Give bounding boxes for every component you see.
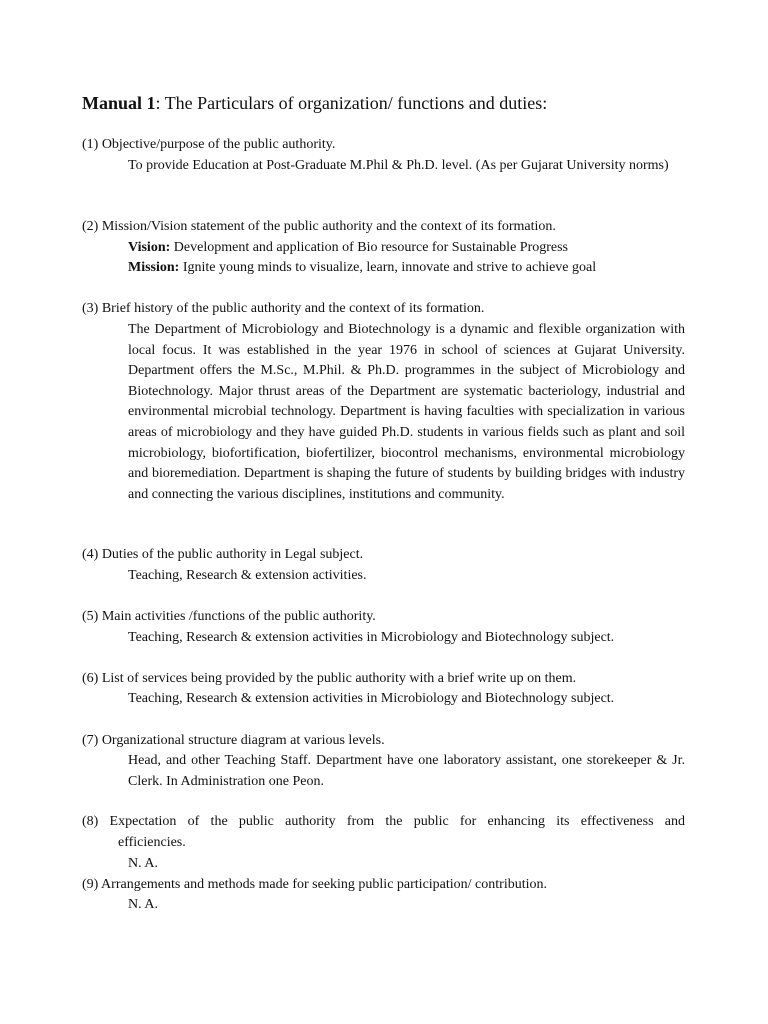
section-4-heading: (4) Duties of the public authority in Legal subject. xyxy=(82,547,364,562)
manual-title-bold: Manual 1 xyxy=(82,93,156,113)
section-1-heading: (1) Objective/purpose of the public authority. xyxy=(82,137,336,152)
manual-title-rest: : The Particulars of organization/ functions and duties: xyxy=(155,93,548,113)
section-3-body: The Department of Microbiology and Biotechnology is a dynamic and flexible organization with local focus. It was established in the year 1976 in school of sciences at Gujarat University. Department offers the M.Sc., M.Phil. & Ph.D. programmes in the subject of Microbiology and Biotechnology. Major thrust areas of the Department are systematic bacteriology, industrial and environmental microbial technology. Department is having faculties with specialization in various areas of microbiology and they have guided Ph.D. students in various fields such as plant and soil microbiology, biofortification, biofertilizer, biocontrol mechanisms, environmental microbiology and bioremediation. Department is shaping the future of students by building bridges with industry and connecting the various disciplines, institutions and community. xyxy=(128,322,685,502)
section-8-body: N. A. xyxy=(128,856,158,871)
section-2-heading: (2) Mission/Vision statement of the public authority and the context of its formation. xyxy=(82,219,556,234)
section-8-heading-first: (8) Expectation of the public authority from the public for enhancing its effectiveness and xyxy=(82,814,685,829)
section-1-body: To provide Education at Post-Graduate M.Phil & Ph.D. level. (As per Gujarat University norms) xyxy=(128,158,669,173)
section-8-heading-rest: efficiencies. xyxy=(118,835,186,850)
section-6-body: Teaching, Research & extension activities in Microbiology and Biotechnology subject. xyxy=(128,691,615,706)
section-9-body: N. A. xyxy=(128,897,158,912)
mission-line xyxy=(128,258,596,279)
mission-text: Ignite young minds to visualize, learn, innovate and strive to achieve goal xyxy=(179,260,597,275)
section-7-heading: (7) Organizational structure diagram at various levels. xyxy=(82,733,385,748)
section-6-heading: (6) List of services being provided by the public authority with a brief write up on them. xyxy=(82,671,577,686)
section-5-heading: (5) Main activities /functions of the public authority. xyxy=(82,609,376,624)
section-9-heading: (9) Arrangements and methods made for seeking public participation/ contribution. xyxy=(82,877,547,892)
vision-text: Development and application of Bio resource for Sustainable Progress xyxy=(170,240,569,255)
vision-line xyxy=(128,238,568,259)
mission-label: Mission: xyxy=(128,260,180,275)
section-5-body: Teaching, Research & extension activities in Microbiology and Biotechnology subject. xyxy=(128,630,615,645)
section-7-body: Head, and other Teaching Staff. Department have one laboratory assistant, one storekeeper & Jr. Clerk. In Administration one Peon. xyxy=(128,753,685,789)
section-3-heading: (3) Brief history of the public authority and the context of its formation. xyxy=(82,301,485,316)
vision-label: Vision: xyxy=(128,240,171,255)
manual-title xyxy=(82,92,547,114)
section-4-body: Teaching, Research & extension activities. xyxy=(128,568,367,583)
